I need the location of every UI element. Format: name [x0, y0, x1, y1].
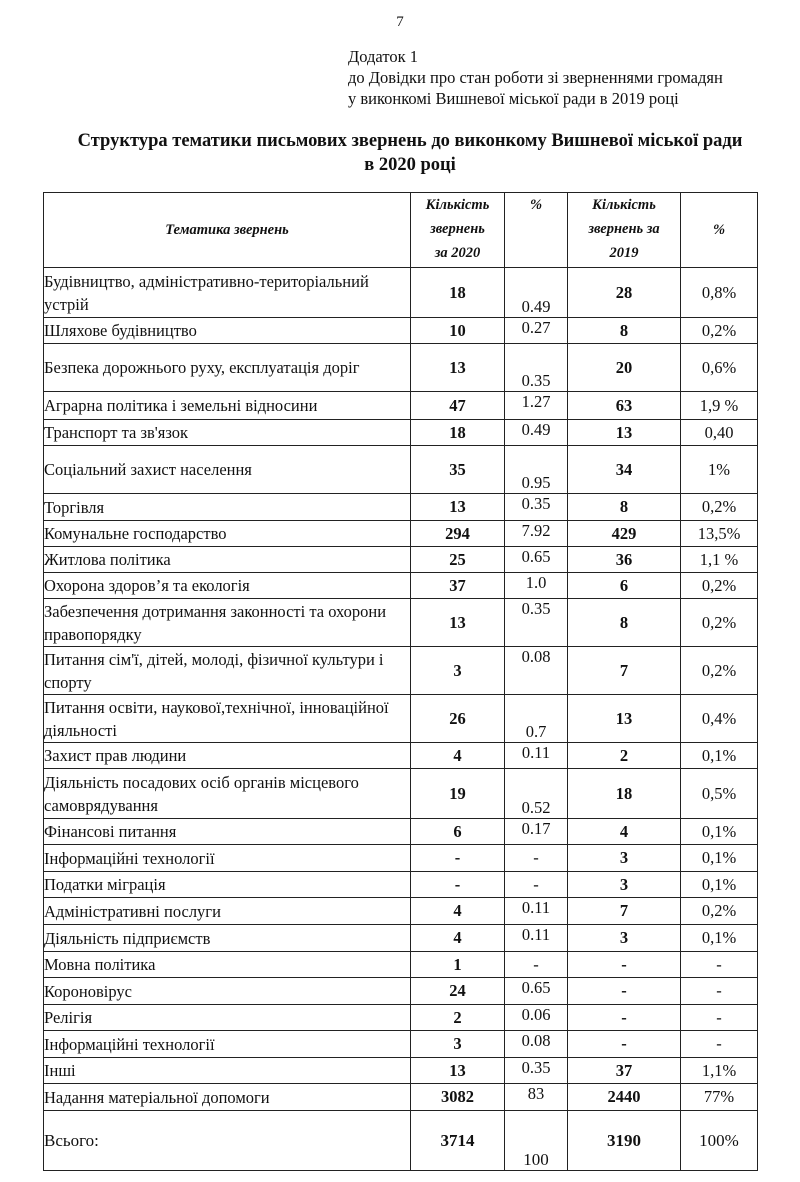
count-2020: 6: [411, 819, 505, 845]
count-2019: 7: [568, 647, 681, 695]
pct-2019: 1,1 %: [681, 547, 758, 573]
row-theme: Будівництво, адміністративно-територіальний устрій: [44, 268, 411, 318]
row-theme: Мовна політика: [44, 952, 411, 978]
pct-2020: 0.65: [505, 978, 568, 1005]
pct-2019: -: [681, 978, 758, 1005]
table-row: [44, 573, 758, 599]
pct-2019: 0,1%: [681, 925, 758, 952]
table-row: [44, 695, 758, 743]
table-row: [44, 494, 758, 521]
pct-2020: 0.11: [505, 743, 568, 769]
pct-2020: 1.27: [505, 392, 568, 420]
count-2020: 13: [411, 494, 505, 521]
row-theme: Діяльність посадових осіб органів місцевого самоврядування: [44, 769, 411, 819]
pct-2020: 7.92: [505, 521, 568, 547]
count-2019: 2: [568, 743, 681, 769]
pct-2019: 0,2%: [681, 898, 758, 925]
table-row: [44, 599, 758, 647]
pct-2020: -: [505, 872, 568, 898]
table-row: [44, 898, 758, 925]
count-2019: 37: [568, 1058, 681, 1084]
row-theme: Питання сім'ї, дітей, молоді, фізичної культури і спорту: [44, 647, 411, 695]
count-2019: 13: [568, 420, 681, 446]
row-theme: Комунальне господарство: [44, 521, 411, 547]
row-theme: Безпека дорожнього руху, експлуатація доріг: [44, 344, 411, 392]
pct-2019: -: [681, 1005, 758, 1031]
table-row: [44, 743, 758, 769]
row-theme: Короновірус: [44, 978, 411, 1005]
pct-2020: 0.35: [505, 599, 568, 647]
count-2019: -: [568, 952, 681, 978]
table-row: [44, 521, 758, 547]
count-2019: 36: [568, 547, 681, 573]
pct-2020: -: [505, 845, 568, 872]
count-2020: 3: [411, 1031, 505, 1058]
count-2020: -: [411, 872, 505, 898]
table-row: [44, 1058, 758, 1084]
row-theme: Релігія: [44, 1005, 411, 1031]
row-theme: Питання освіти, наукової,технічної, інноваційної діяльності: [44, 695, 411, 743]
pct-2019: 1,1%: [681, 1058, 758, 1084]
appendix-line-2: до Довідки про стан роботи зі зверненнями громадян: [348, 68, 723, 87]
pct-2020: 1.0: [505, 573, 568, 599]
pct-2020: 0.08: [505, 647, 568, 695]
row-theme: Захист прав людини: [44, 743, 411, 769]
count-2020: 24: [411, 978, 505, 1005]
pct-2019: 0,1%: [681, 819, 758, 845]
count-2019: 4: [568, 819, 681, 845]
table-row: [44, 392, 758, 420]
table-row: [44, 268, 758, 318]
row-theme: Всього:: [44, 1111, 411, 1171]
count-2019: 18: [568, 769, 681, 819]
row-theme: Шляхове будівництво: [44, 318, 411, 344]
pct-2019: 0,2%: [681, 573, 758, 599]
count-2019: 2440: [568, 1084, 681, 1111]
header-count-2019-line: 2019: [609, 245, 639, 261]
count-2020: 4: [411, 743, 505, 769]
appeals-table: [43, 192, 758, 1171]
count-2019: 6: [568, 573, 681, 599]
count-2020: 13: [411, 1058, 505, 1084]
row-theme: Діяльність підприємств: [44, 925, 411, 952]
row-theme: Забезпечення дотримання законності та охорони правопорядку: [44, 599, 411, 647]
table-header-row: [44, 193, 758, 268]
count-2020: 4: [411, 925, 505, 952]
count-2019: 8: [568, 599, 681, 647]
count-2020: 4: [411, 898, 505, 925]
pct-2020: 0.11: [505, 898, 568, 925]
count-2020: 37: [411, 573, 505, 599]
header-theme: Тематика звернень: [44, 193, 411, 268]
header-count-2019: [568, 193, 681, 268]
table-row: [44, 1084, 758, 1111]
document-title: [30, 129, 790, 177]
row-theme: Аграрна політика і земельні відносини: [44, 392, 411, 420]
count-2019: 3: [568, 872, 681, 898]
table-row: [44, 978, 758, 1005]
count-2019: 8: [568, 494, 681, 521]
pct-2019: -: [681, 1031, 758, 1058]
pct-2020: 0.08: [505, 1031, 568, 1058]
pct-2019: 0,1%: [681, 872, 758, 898]
table-row: [44, 925, 758, 952]
count-2020: -: [411, 845, 505, 872]
pct-2019: 1%: [681, 446, 758, 494]
table-row: [44, 547, 758, 573]
count-2020: 47: [411, 392, 505, 420]
pct-2019: 0,2%: [681, 647, 758, 695]
count-2020: 2: [411, 1005, 505, 1031]
pct-2019: 0,1%: [681, 845, 758, 872]
count-2020: 26: [411, 695, 505, 743]
pct-2019: 0,8%: [681, 268, 758, 318]
row-theme: Податки міграція: [44, 872, 411, 898]
table-row: [44, 420, 758, 446]
header-count-2019-line: звернень за: [588, 221, 660, 237]
header-count-2020-line: за 2020: [434, 245, 481, 261]
table-row: [44, 1005, 758, 1031]
row-theme: Адміністративні послуги: [44, 898, 411, 925]
title-line-2: в 2020 році: [364, 155, 456, 175]
row-theme: Житлова політика: [44, 547, 411, 573]
count-2019: 3: [568, 845, 681, 872]
row-theme: Транспорт та зв'язок: [44, 420, 411, 446]
pct-2019: 0,5%: [681, 769, 758, 819]
pct-2020: 0.49: [505, 420, 568, 446]
count-2020: 1: [411, 952, 505, 978]
count-2019: -: [568, 1005, 681, 1031]
row-theme: Фінансові питання: [44, 819, 411, 845]
table-row: [44, 952, 758, 978]
count-2020: 13: [411, 599, 505, 647]
count-2020: 25: [411, 547, 505, 573]
table-row: [44, 872, 758, 898]
row-theme: Інші: [44, 1058, 411, 1084]
pct-2019: 1,9 %: [681, 392, 758, 420]
table-row: [44, 318, 758, 344]
header-count-2020-line: звернень: [430, 221, 485, 237]
pct-2019: -: [681, 952, 758, 978]
pct-2019: 0,6%: [681, 344, 758, 392]
row-theme: Надання матеріальної допомоги: [44, 1084, 411, 1111]
pct-2020: 0.17: [505, 819, 568, 845]
total-row: [44, 1111, 758, 1171]
title-line-1: Структура тематики письмових звернень до виконкому Вишневої міської ради: [77, 131, 743, 151]
table-row: [44, 446, 758, 494]
pct-2020: 0.65: [505, 547, 568, 573]
count-2019: 63: [568, 392, 681, 420]
count-2019: 13: [568, 695, 681, 743]
pct-2019: 0,1%: [681, 743, 758, 769]
pct-2020: 0.11: [505, 925, 568, 952]
header-count-2020: [411, 193, 505, 268]
table-row: [44, 769, 758, 819]
pct-2019: 0,2%: [681, 599, 758, 647]
count-2019: 3190: [568, 1111, 681, 1171]
table-row: [44, 1031, 758, 1058]
pct-2019: 0,2%: [681, 318, 758, 344]
count-2020: 294: [411, 521, 505, 547]
count-2019: 34: [568, 446, 681, 494]
pct-2020: 100: [505, 1111, 568, 1171]
pct-2019: 0,2%: [681, 494, 758, 521]
row-theme: Соціальний захист населення: [44, 446, 411, 494]
pct-2019: 100%: [681, 1111, 758, 1171]
pct-2020: 0.52: [505, 769, 568, 819]
count-2019: 20: [568, 344, 681, 392]
count-2020: 10: [411, 318, 505, 344]
header-count-2019-line: Кількість: [592, 197, 656, 213]
row-theme: Охорона здоров’я та екологія: [44, 573, 411, 599]
pct-2020: 0.06: [505, 1005, 568, 1031]
row-theme: Інформаційні технології: [44, 1031, 411, 1058]
count-2019: 8: [568, 318, 681, 344]
count-2020: 19: [411, 769, 505, 819]
row-theme: Інформаційні технології: [44, 845, 411, 872]
header-count-2020-line: Кількість: [425, 197, 490, 213]
table-row: [44, 845, 758, 872]
row-theme: Торгівля: [44, 494, 411, 521]
pct-2020: 0.35: [505, 1058, 568, 1084]
header-pct-2020: %: [505, 193, 568, 268]
count-2020: 35: [411, 446, 505, 494]
count-2019: 7: [568, 898, 681, 925]
pct-2019: 0,4%: [681, 695, 758, 743]
page-number: 7: [396, 14, 404, 30]
count-2020: 3082: [411, 1084, 505, 1111]
table-row: [44, 344, 758, 392]
pct-2019: 13,5%: [681, 521, 758, 547]
appendix-line-3: у виконкомі Вишневої міської ради в 2019 році: [348, 89, 679, 108]
count-2020: 18: [411, 268, 505, 318]
table-row: [44, 647, 758, 695]
pct-2020: 0.27: [505, 318, 568, 344]
count-2019: -: [568, 1031, 681, 1058]
count-2020: 3: [411, 647, 505, 695]
table-row: [44, 819, 758, 845]
count-2020: 18: [411, 420, 505, 446]
pct-2020: 0.35: [505, 494, 568, 521]
pct-2020: 0.35: [505, 344, 568, 392]
count-2019: 28: [568, 268, 681, 318]
count-2019: 429: [568, 521, 681, 547]
pct-2020: 0.49: [505, 268, 568, 318]
count-2019: -: [568, 978, 681, 1005]
count-2020: 3714: [411, 1111, 505, 1171]
header-pct-2019: %: [681, 193, 758, 268]
pct-2020: 0.95: [505, 446, 568, 494]
pct-2019: 0,40: [681, 420, 758, 446]
count-2020: 13: [411, 344, 505, 392]
pct-2019: 77%: [681, 1084, 758, 1111]
appendix-note: [348, 46, 723, 109]
count-2019: 3: [568, 925, 681, 952]
pct-2020: 83: [505, 1084, 568, 1111]
pct-2020: -: [505, 952, 568, 978]
appendix-line-1: Додаток 1: [348, 47, 418, 66]
pct-2020: 0.7: [505, 695, 568, 743]
